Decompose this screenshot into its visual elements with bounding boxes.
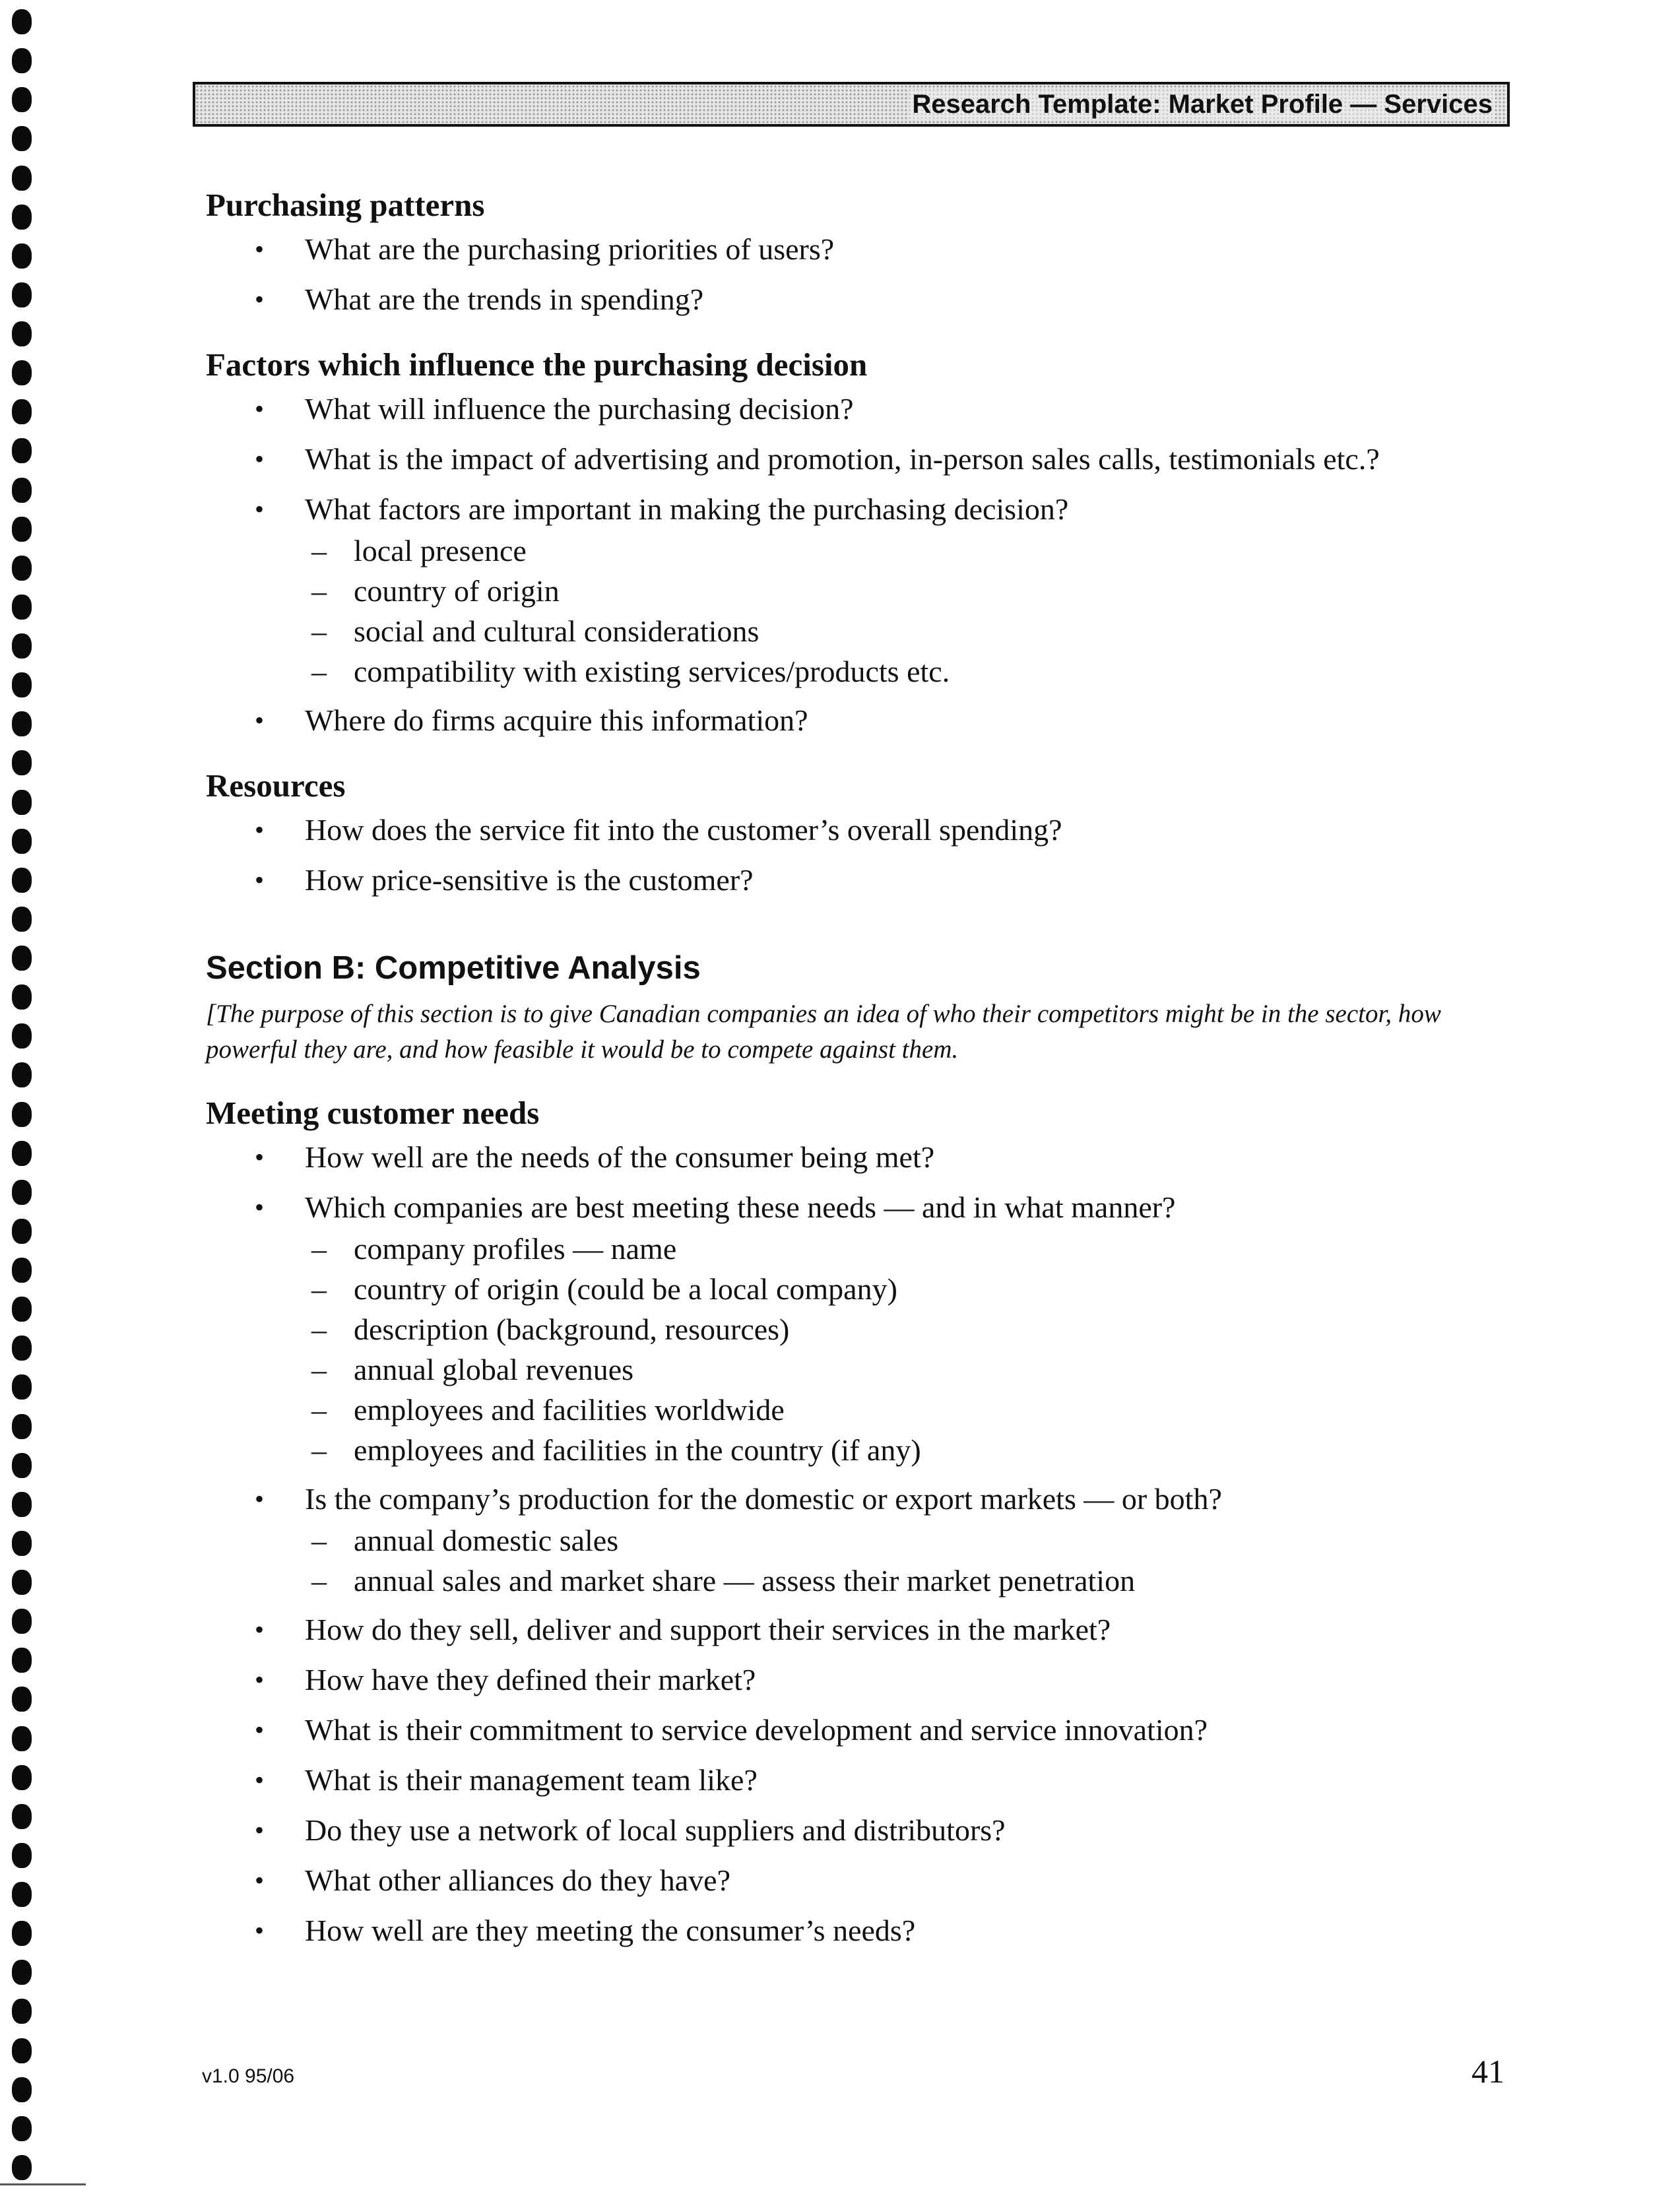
bullet-icon: •: [255, 1615, 265, 1644]
header-title: Research Template: Market Profile — Services: [909, 90, 1495, 119]
binding-hole: [12, 9, 32, 34]
binding-hole: [12, 946, 32, 971]
list-item: [206, 1759, 1499, 1801]
binding-hole: [12, 829, 32, 854]
binding-hole: [12, 984, 32, 1010]
binding-hole: [12, 2155, 32, 2180]
list-item-text: What other alliances do they have?: [305, 1863, 730, 1897]
bullet-icon: •: [255, 865, 265, 895]
list-item-text: What will influence the purchasing decision?: [305, 392, 854, 426]
page-number: 41: [1471, 2053, 1504, 2090]
dash-icon: –: [311, 574, 327, 608]
binding-hole: [12, 1999, 32, 2024]
binding-hole: [12, 1921, 32, 1946]
binding-hole: [12, 1804, 32, 1829]
binding-hole: [12, 126, 32, 151]
binding-hole: [12, 2038, 32, 2063]
list-item-text: How well are they meeting the consumer’s needs?: [305, 1914, 916, 1947]
binding-hole: [12, 1102, 32, 1127]
binding-hole: [12, 321, 32, 346]
dash-icon: –: [311, 1232, 327, 1266]
sub-list-item-text: annual global revenues: [354, 1353, 634, 1386]
binding-hole: [12, 868, 32, 893]
sub-list-item-text: annual sales and market share — assess their market penetration: [354, 1564, 1136, 1597]
binding-hole: [12, 790, 32, 815]
binding-hole: [12, 48, 32, 73]
list-item: [206, 809, 1499, 851]
list-item: [206, 1478, 1499, 1601]
sub-list-item: [305, 1269, 1499, 1309]
list-item-text: How do they sell, deliver and support their services in the market?: [305, 1613, 1111, 1646]
sub-list-item-text: local presence: [354, 534, 527, 567]
sub-list-item-text: compatibility with existing services/products etc.: [354, 655, 950, 688]
sub-list-item-text: social and cultural considerations: [354, 614, 759, 648]
section-item-list: [206, 228, 1499, 321]
binding-hole: [12, 1219, 32, 1244]
binding-hole: [12, 1687, 32, 1712]
list-item-text: What is their management team like?: [305, 1763, 758, 1797]
binding-hole: [12, 166, 32, 191]
list-item: [206, 438, 1499, 480]
dash-icon: –: [311, 1312, 327, 1346]
dash-icon: –: [311, 534, 327, 567]
binding-hole: [12, 1258, 32, 1283]
sub-list-item: [305, 571, 1499, 611]
sub-list-item-text: description (background, resources): [354, 1312, 790, 1346]
binding-hole: [12, 1765, 32, 1790]
binding-hole: [12, 1570, 32, 1595]
bottom-rule: [0, 2183, 86, 2185]
binding-hole: [12, 1141, 32, 1166]
sub-list-item: [305, 651, 1499, 692]
section-heading: Factors which influence the purchasing decision: [206, 346, 868, 383]
meeting-needs-list: [206, 1136, 1499, 1952]
bullet-icon: •: [255, 1765, 265, 1795]
list-item: [206, 859, 1499, 901]
dash-icon: –: [311, 1433, 327, 1467]
sub-list-item: [305, 1349, 1499, 1390]
list-item-text: What is their commitment to service development and service innovation?: [305, 1713, 1208, 1747]
section-b-purpose: [The purpose of this section is to give Canadian companies an idea of who their competitors might be in the sector, how powerful they are, and how feasible it would be to compete against them.: [206, 1000, 1441, 1064]
list-item: [206, 1910, 1499, 1952]
binding-hole: [12, 438, 32, 463]
list-item: [206, 1659, 1499, 1701]
bullet-icon: •: [255, 1484, 265, 1514]
binding-hole: [12, 595, 32, 620]
bullet-icon: •: [255, 1142, 265, 1172]
dash-icon: –: [311, 655, 327, 688]
bullet-icon: •: [255, 1916, 265, 1945]
binding-hole: [12, 633, 32, 659]
sub-list-item-text: employees and facilities in the country (if any): [354, 1433, 921, 1467]
binding-hole: [12, 1843, 32, 1868]
binding-hole: [12, 907, 32, 932]
list-item-text: Do they use a network of local suppliers and distributors?: [305, 1813, 1006, 1847]
bullet-icon: •: [255, 1192, 265, 1222]
list-item-text: How well are the needs of the consumer being met?: [305, 1140, 935, 1174]
binding-hole: [12, 1023, 32, 1049]
bullet-icon: •: [255, 494, 265, 524]
subsection-heading: Meeting customer needs: [206, 1095, 540, 1131]
binding-hole: [12, 517, 32, 542]
list-item: [206, 488, 1499, 692]
sub-list-item: [305, 531, 1499, 571]
sub-list-item-text: company profiles — name: [354, 1232, 677, 1266]
bullet-icon: •: [255, 815, 265, 845]
sub-list-item-text: country of origin: [354, 574, 560, 608]
binding-hole: [12, 556, 32, 581]
bullet-icon: •: [255, 705, 265, 735]
section-heading: Resources: [206, 767, 346, 804]
bullet-icon: •: [255, 1715, 265, 1745]
dash-icon: –: [311, 1393, 327, 1427]
dash-icon: –: [311, 1564, 327, 1597]
list-item: [206, 278, 1499, 321]
binding-hole: [12, 711, 32, 736]
bullet-icon: •: [255, 1865, 265, 1895]
sub-list-item-text: annual domestic sales: [354, 1524, 619, 1557]
section-heading: Purchasing patterns: [206, 187, 485, 223]
footer-version: v1.0 95/06: [202, 2065, 295, 2087]
binding-hole: [12, 1492, 32, 1517]
binding-hole: [12, 1414, 32, 1439]
page-content: [206, 182, 1499, 1960]
sub-list: [305, 1520, 1499, 1601]
dash-icon: –: [311, 614, 327, 648]
sub-list-item: [305, 1430, 1499, 1470]
list-item-text: What are the purchasing priorities of users?: [305, 232, 835, 266]
sub-list-item: [305, 1390, 1499, 1430]
list-item: [206, 1709, 1499, 1751]
header-band: [193, 82, 1510, 127]
bullet-icon: •: [255, 1665, 265, 1694]
list-item: [206, 1859, 1499, 1902]
binding-hole: [12, 87, 32, 112]
sub-list-item-text: country of origin (could be a local company): [354, 1272, 897, 1306]
dash-icon: –: [311, 1524, 327, 1557]
list-item: [206, 1809, 1499, 1852]
section-item-list: [206, 388, 1499, 742]
binding-hole: [12, 1648, 32, 1673]
section-a-list: [206, 182, 1499, 901]
list-item-text: Which companies are best meeting these needs — and in what manner?: [305, 1190, 1176, 1224]
list-item-text: How have they defined their market?: [305, 1663, 756, 1696]
binding-hole: [12, 1882, 32, 1907]
binding-hole: [12, 672, 32, 697]
bullet-icon: •: [255, 1815, 265, 1845]
dash-icon: –: [311, 1353, 327, 1386]
binding-hole: [12, 750, 32, 775]
list-item: [206, 388, 1499, 430]
sub-list: [305, 1229, 1499, 1470]
binding-hole: [12, 1062, 32, 1087]
sub-list-item: [305, 1520, 1499, 1561]
section-b-title: Section B: Competitive Analysis: [206, 950, 701, 986]
binding-hole: [12, 282, 32, 307]
binding-hole: [12, 2077, 32, 2102]
list-item-text: What are the trends in spending?: [305, 282, 704, 316]
bullet-icon: •: [255, 444, 265, 474]
list-item-text: Is the company’s production for the domestic or export markets — or both?: [305, 1482, 1222, 1516]
list-item: [206, 228, 1499, 271]
binding-hole: [12, 1609, 32, 1634]
list-item-text: What is the impact of advertising and promotion, in-person sales calls, testimonials etc.?: [305, 442, 1380, 476]
sub-list-item: [305, 1309, 1499, 1349]
binding-hole: [12, 243, 32, 269]
list-item: [206, 1186, 1499, 1470]
binding-hole: [12, 1531, 32, 1556]
binding-hole: [12, 2116, 32, 2141]
sub-list-item: [305, 611, 1499, 651]
binding-hole: [12, 1374, 32, 1400]
bullet-icon: •: [255, 394, 265, 424]
binding-hole: [12, 1297, 32, 1322]
list-item-text: How does the service fit into the customer’s overall spending?: [305, 813, 1062, 847]
list-item-text: Where do firms acquire this information?: [305, 703, 808, 737]
binding-hole: [12, 1453, 32, 1478]
binding-hole: [12, 1726, 32, 1751]
spiral-binding: [12, 9, 34, 2180]
list-item-text: What factors are important in making the purchasing decision?: [305, 492, 1069, 526]
binding-hole: [12, 1336, 32, 1361]
sub-list: [305, 531, 1499, 692]
section-item-list: [206, 809, 1499, 901]
binding-hole: [12, 1180, 32, 1205]
sub-list-item: [305, 1229, 1499, 1269]
binding-hole: [12, 399, 32, 424]
binding-hole: [12, 205, 32, 230]
list-item: [206, 1136, 1499, 1178]
binding-hole: [12, 1960, 32, 1985]
sub-list-item: [305, 1561, 1499, 1601]
list-item: [206, 1609, 1499, 1651]
list-item: [206, 699, 1499, 742]
bullet-icon: •: [255, 284, 265, 314]
binding-hole: [12, 478, 32, 503]
list-item-text: How price-sensitive is the customer?: [305, 863, 754, 897]
dash-icon: –: [311, 1272, 327, 1306]
binding-hole: [12, 360, 32, 385]
bullet-icon: •: [255, 234, 265, 264]
sub-list-item-text: employees and facilities worldwide: [354, 1393, 785, 1427]
